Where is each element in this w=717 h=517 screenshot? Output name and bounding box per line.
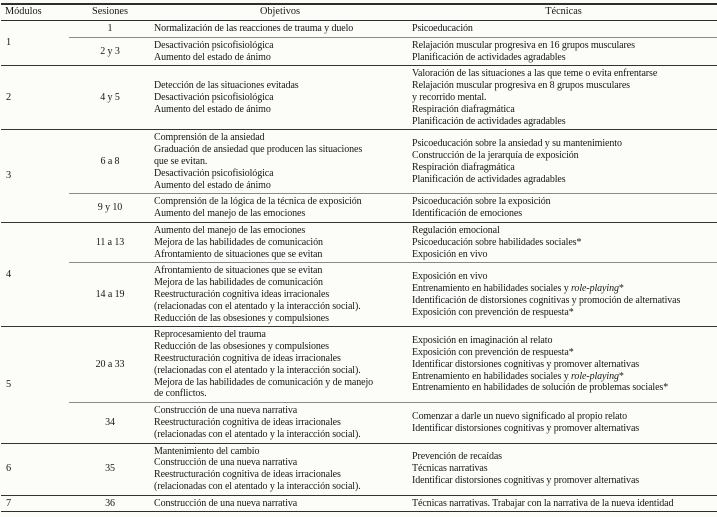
objetivos-cell: Normalización de las reacciones de trauma y duelo xyxy=(154,23,354,34)
objetivos-cell: Comprensión de la ansiedad Graduación de ansiedad que producen las situaciones que se evitan. Desactivación psicofisiológica Aumento del estado de ánimo xyxy=(151,130,409,194)
tecnicas-cell: Psicoeducación sobre la exposición Identificación de emociones xyxy=(409,194,717,223)
objetivos-cell: Mantenimiento del cambio Construcción de una nueva narrativa Reestructuración cognitiva de ideas irracionales (relacionadas con el atentado y la interacción social). xyxy=(151,443,409,495)
sessions-cell: 11 a 13 xyxy=(69,222,151,262)
sessions-cell: 4 y 5 xyxy=(69,66,151,130)
tecnicas-cell: Psicoeducación xyxy=(412,23,473,34)
column-header-objetivos: Objetivos xyxy=(151,4,409,21)
objetivos-cell: Comprensión de la lógica de la técnica de exposición Aumento del manejo de las emociones xyxy=(151,194,409,223)
table-row xyxy=(1,194,717,223)
sessions-cell: 9 y 10 xyxy=(69,194,151,223)
module-number-cell: 3 xyxy=(1,130,69,223)
tecnicas-cell: Relajación muscular progresiva en 16 grupos musculares Planificación de actividades agradables xyxy=(409,37,717,66)
sessions-cell: 1 xyxy=(107,23,113,34)
therapy-program-table xyxy=(1,3,717,512)
table-row xyxy=(1,263,717,327)
header-row xyxy=(1,4,717,21)
table-row xyxy=(1,443,717,495)
tecnicas-cell: Regulación emocional Psicoeducación sobre habilidades sociales* Exposición en vivo xyxy=(409,222,717,262)
module-number-cell: 1 xyxy=(6,37,12,49)
tecnicas-cell: Comenzar a darle un nuevo significado al propio relato Identificar distorsiones cognitivas y promover alternativas xyxy=(409,403,717,443)
table-row xyxy=(1,327,717,403)
module-number-cell: 5 xyxy=(1,327,69,443)
module-number-cell: 4 xyxy=(1,222,69,326)
sessions-cell: 20 a 33 xyxy=(69,327,151,403)
tecnicas-cell: Prevención de recaídas Técnicas narrativas Identificar distorsiones cognitivas y promover alternativas xyxy=(409,443,717,495)
table-row xyxy=(1,66,717,130)
table-row xyxy=(1,403,717,443)
sessions-cell: 14 a 19 xyxy=(69,263,151,327)
column-header-sesiones: Sesiones xyxy=(69,4,151,21)
table-row xyxy=(1,222,717,262)
sessions-cell: 36 xyxy=(69,495,151,512)
tecnicas-cell: Técnicas narrativas. Trabajar con la narrativa de la nueva identidad xyxy=(409,495,717,512)
sessions-cell: 6 a 8 xyxy=(69,130,151,194)
table-row xyxy=(1,37,717,66)
table-row xyxy=(1,130,717,194)
table-row xyxy=(1,495,717,512)
objetivos-cell: Afrontamiento de situaciones que se evitan Mejora de las habilidades de comunicación Reestructuración cognitiva ideas irracionales (relacionadas con el atentado y la interacción social). Reducción de las obsesiones y compulsiones xyxy=(151,263,409,327)
objetivos-cell: Desactivación psicofisiológica Aumento del estado de ánimo xyxy=(151,37,409,66)
module-number-cell: 6 xyxy=(1,443,69,495)
tecnicas-cell: Psicoeducación sobre la ansiedad y su mantenimiento Construcción de la jerarquía de exposición Respiración diafragmática Planificación de actividades agradables xyxy=(409,130,717,194)
objetivos-cell: Reprocesamiento del trauma Reducción de las obsesiones y compulsiones Reestructuración cognitiva de ideas irracionales (relacionadas con el atentado y la interacción social). Mejora de las habilidades de comunicación y de manejo de conflictos. xyxy=(151,327,409,403)
column-header-modulos: Módulos xyxy=(1,4,69,21)
sessions-cell: 34 xyxy=(69,403,151,443)
sessions-cell: 35 xyxy=(69,443,151,495)
table-row xyxy=(1,21,717,38)
objetivos-cell: Construcción de una nueva narrativa xyxy=(151,495,409,512)
sessions-cell: 2 y 3 xyxy=(69,37,151,66)
tecnicas-cell: Valoración de las situaciones a las que teme o evita enfrentarse Relajación muscular progresiva en 8 grupos musculares y recorrido mental. Respiración diafragmática Planificación de actividades agradables xyxy=(409,66,717,130)
objetivos-cell: Construcción de una nueva narrativa Reestructuración cognitiva de ideas irracionales (relacionadas con el atentado y la interacción social). xyxy=(151,403,409,443)
column-header-tecnicas: Técnicas xyxy=(409,4,717,21)
module-number-cell: 2 xyxy=(1,66,69,130)
module-number-cell: 7 xyxy=(1,495,69,512)
objetivos-cell: Aumento del manejo de las emociones Mejora de las habilidades de comunicación Afrontamiento de situaciones que se evitan xyxy=(151,222,409,262)
tecnicas-cell: Exposición en vivo Entrenamiento en habilidades sociales y role-playing* Identificación de distorsiones cognitivas y promoción de alternativas Exposición con prevención de respuesta* xyxy=(409,263,717,327)
objetivos-cell: Detección de las situaciones evitadas Desactivación psicofisiológica Aumento del estado de ánimo xyxy=(151,66,409,130)
tecnicas-cell: Exposición en imaginación al relato Exposición con prevención de respuesta* Identificar distorsiones cognitivas y promover alternativas Entrenamiento en habilidades sociales y role-playing* Entrenamiento en habilidades de solución de problemas sociales* xyxy=(409,327,717,403)
